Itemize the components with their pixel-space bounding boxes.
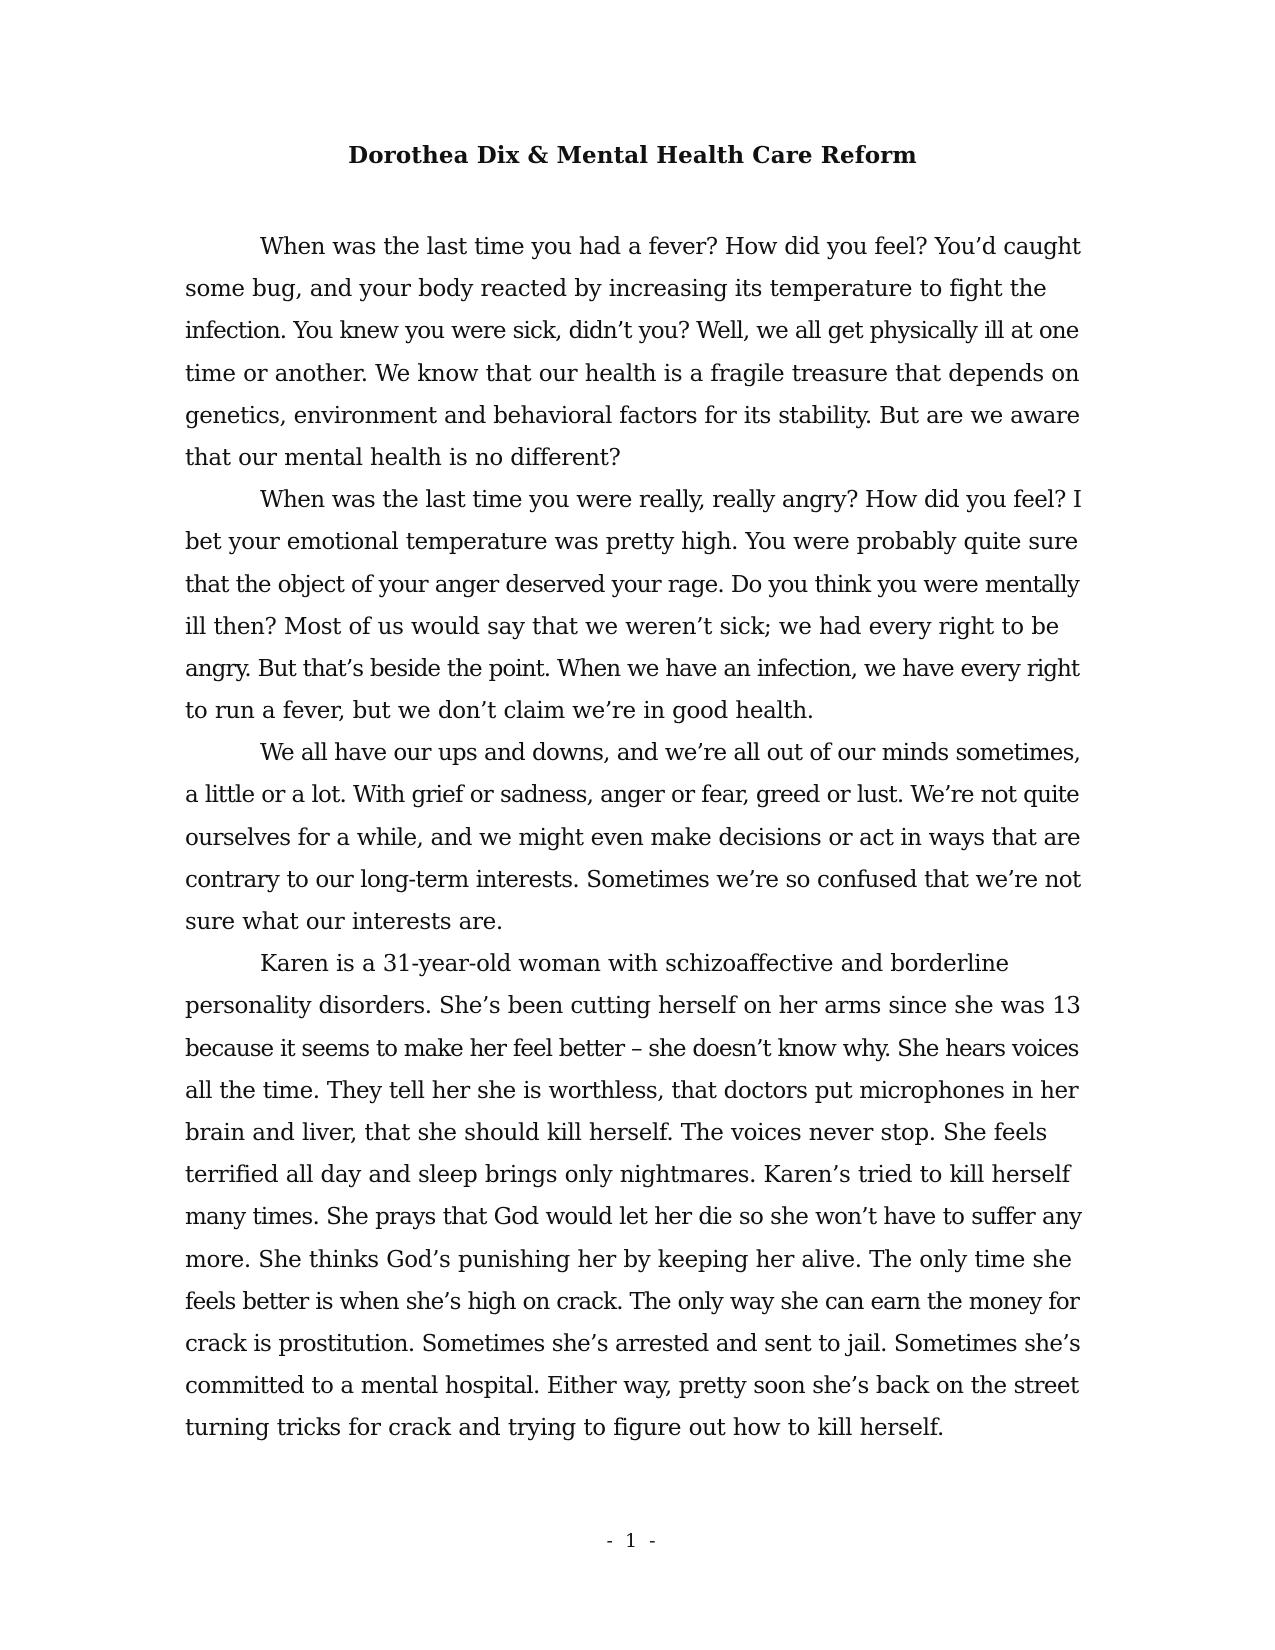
document-title: Dorothea Dix & Mental Health Care Reform [348, 142, 917, 169]
text-line: When was the last time you were really, really angry? How did you feel? I [260, 487, 1082, 514]
text-line: that the object of your anger deserved your rage. Do you think you were mentally [185, 571, 1079, 598]
document-body [185, 226, 1081, 1449]
text-line: all the time. They tell her she is worthless, that doctors put microphones in her [185, 1077, 1079, 1104]
text-line: committed to a mental hospital. Either way, pretty soon she’s back on the street [185, 1373, 1079, 1400]
text-line: personality disorders. She’s been cutting herself on her arms since she was 13 [185, 993, 1081, 1020]
text-line: angry. But that’s beside the point. When we have an infection, we have every right [185, 655, 1080, 682]
text-line: some bug, and your body reacted by increasing its temperature to fight the [185, 276, 1047, 303]
text-line: more. She thinks God’s punishing her by keeping her alive. The only time she [185, 1246, 1072, 1273]
text-line: crack is prostitution. Sometimes she’s arrested and sent to jail. Sometimes she’s [185, 1330, 1081, 1357]
text-line: terrified all day and sleep brings only nightmares. Karen’s tried to kill herself [185, 1162, 1070, 1189]
text-line: ourselves for a while, and we might even make decisions or act in ways that are [185, 824, 1080, 851]
text-line: turning tricks for crack and trying to figure out how to kill herself. [185, 1415, 944, 1442]
text-line: time or another. We know that our health is a fragile treasure that depends on [185, 360, 1080, 387]
text-line: because it seems to make her feel better – she doesn’t know why. She hears voices [185, 1035, 1079, 1062]
text-line: Karen is a 31-year-old woman with schizoaffective and borderline [260, 951, 1009, 978]
text-line: We all have our ups and downs, and we’re all out of our minds sometimes, [260, 740, 1081, 767]
text-line: infection. You knew you were sick, didn’t you? Well, we all get physically ill at one [185, 318, 1079, 345]
text-line: sure what our interests are. [185, 909, 503, 935]
text-line: many times. She prays that God would let her die so she won’t have to suffer any [185, 1204, 1082, 1231]
text-line: bet your emotional temperature was pretty high. You were probably quite sure [185, 529, 1078, 556]
text-line: to run a fever, but we don’t claim we’re in good health. [185, 698, 814, 725]
text-line: that our mental health is no different? [185, 444, 621, 471]
page-number: - 1 - [606, 1530, 659, 1552]
text-line: contrary to our long-term interests. Sometimes we’re so confused that we’re not [185, 866, 1081, 893]
text-line: ill then? Most of us would say that we weren’t sick; we had every right to be [185, 613, 1059, 640]
text-line: feels better is when she’s high on crack. The only way she can earn the money for [185, 1288, 1079, 1315]
text-line: brain and liver, that she should kill herself. The voices never stop. She feels [185, 1119, 1047, 1146]
text-line: When was the last time you had a fever? How did you feel? You’d caught [260, 234, 1081, 260]
text-line: genetics, environment and behavioral factors for its stability. But are we aware [185, 402, 1080, 429]
text-line: a little or a lot. With grief or sadness, anger or fear, greed or lust. We’re not quite [185, 782, 1079, 809]
